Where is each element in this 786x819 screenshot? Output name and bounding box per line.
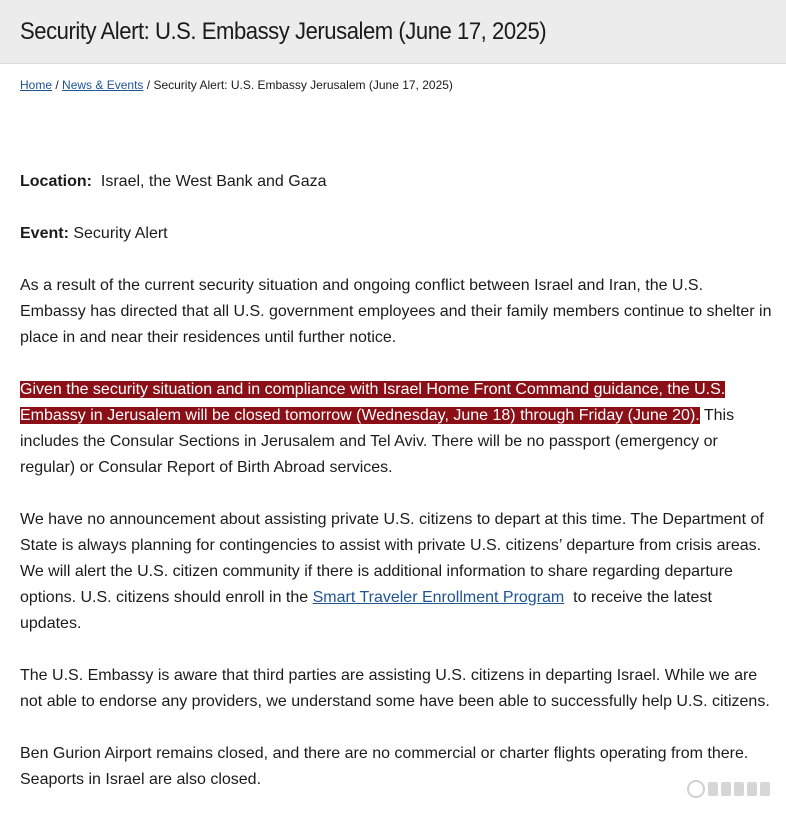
paragraph-shelter: As a result of the current security situation and ongoing conflict between Israel and Iran, the U.S. Embassy has directed that all U.S. government employees and their family members continue to shelter in place in and near their residences until further notice. bbox=[20, 277, 772, 346]
watermark-mark-icon bbox=[747, 782, 757, 796]
alert-content bbox=[20, 169, 772, 819]
event-label: Event: bbox=[20, 225, 69, 242]
departure-text-end: to receive the latest updates. bbox=[20, 589, 712, 632]
closure-details: This includes the Consular Sections in Jerusalem and Tel Aviv. There will be no passport (emergency or regular) or Consular Report of Birth Abroad services. bbox=[20, 407, 735, 476]
breadcrumb-separator: / bbox=[146, 78, 151, 92]
breadcrumb bbox=[20, 78, 453, 92]
title-bar bbox=[0, 0, 786, 64]
paragraph-departure bbox=[20, 507, 772, 637]
breadcrumb-current: Security Alert: U.S. Embassy Jerusalem (June 17, 2025) bbox=[153, 78, 453, 92]
closure-highlight: Given the security situation and in compliance with Israel Home Front Command guidance, the U.S. Embassy in Jerusalem will be closed tomorrow (Wednesday, June 18) through Friday (June 20). bbox=[20, 381, 726, 424]
location-line bbox=[20, 169, 772, 195]
watermark-mark-icon bbox=[734, 782, 744, 796]
departure-text: We have no announcement about assisting private U.S. citizens to depart at this time. The Department of State is always planning for contingencies to assist with private U.S. citizens’ departure from crisis areas. We will alert the U.S. citizen community if there is additional information to share regarding departure options. U.S. citizens should enroll in the bbox=[20, 511, 764, 606]
breadcrumb-news-link[interactable]: News & Events bbox=[62, 78, 144, 92]
smart-traveler-link[interactable]: Smart Traveler Enrollment Program bbox=[312, 589, 565, 606]
watermark bbox=[687, 779, 770, 799]
paragraph-airport: Ben Gurion Airport remains closed, and there are no commercial or charter flights operating from there. Seaports in Israel are also closed. bbox=[20, 745, 749, 788]
event-value: Security Alert bbox=[73, 225, 168, 242]
watermark-mark-icon bbox=[760, 782, 770, 796]
watermark-mark-icon bbox=[721, 782, 731, 796]
breadcrumb-home-link[interactable]: Home bbox=[20, 78, 53, 92]
location-value: Israel, the West Bank and Gaza bbox=[100, 173, 327, 190]
paragraph-closure bbox=[20, 377, 772, 481]
watermark-logo-icon bbox=[687, 780, 705, 798]
paragraph-third-parties: The U.S. Embassy is aware that third parties are assisting U.S. citizens in departing Israel. While we are not able to endorse any providers, we understand some have been able to successfully help U.S. citizens. bbox=[20, 667, 770, 710]
breadcrumb-separator: / bbox=[55, 78, 59, 92]
watermark-mark-icon bbox=[708, 782, 718, 796]
page-title: Security Alert: U.S. Embassy Jerusalem (June 17, 2025) bbox=[20, 18, 547, 45]
location-label: Location: bbox=[20, 173, 92, 190]
event-line bbox=[20, 221, 772, 247]
